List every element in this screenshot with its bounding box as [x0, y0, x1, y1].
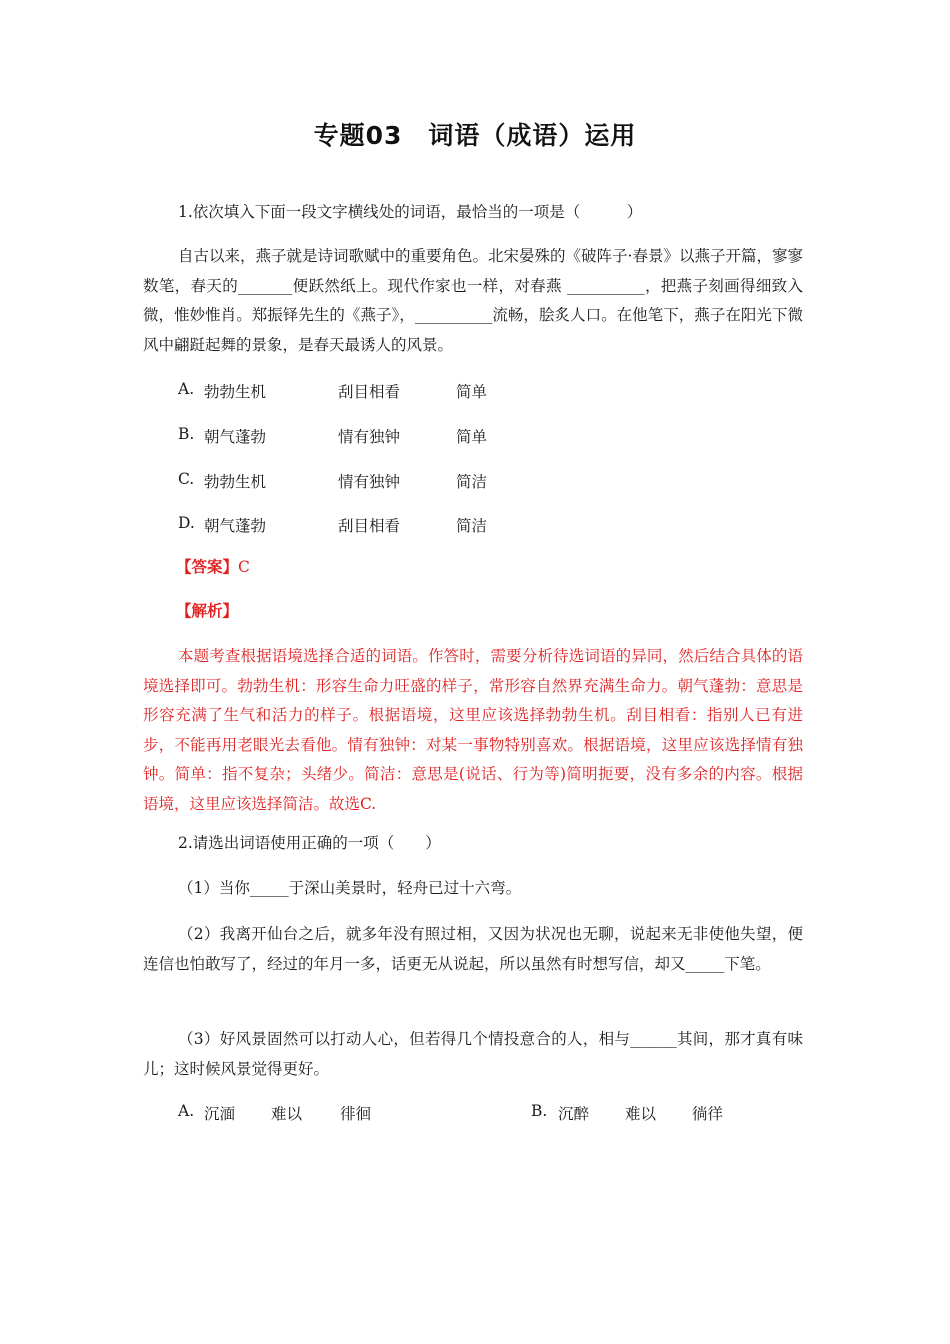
option-letter: A. — [178, 380, 195, 398]
option-letter: D. — [178, 514, 195, 532]
option-word-3: 徜徉 — [692, 1105, 724, 1123]
option-word-2: 情有独钟 — [338, 473, 401, 491]
option-word-2: 刮目相看 — [338, 517, 401, 535]
option-word-2: 难以 — [271, 1105, 303, 1123]
analysis-label: 【解析】 — [176, 601, 239, 620]
option-word-3: 徘徊 — [340, 1105, 372, 1123]
option-letter: B. — [178, 425, 195, 443]
option-word-1: 沉醉 — [558, 1105, 590, 1123]
q2-sentence-3: （3）好风景固然可以打动人心，但若得几个情投意合的人，相与______其间，那才真有味儿；这时候风景觉得更好。 — [143, 1030, 803, 1078]
answer-line — [176, 559, 250, 576]
option-word-2: 刮目相看 — [338, 383, 401, 401]
option-word-3: 简单 — [456, 428, 488, 446]
option-word-2: 情有独钟 — [338, 428, 401, 446]
option-word-1: 勃勃生机 — [204, 383, 267, 401]
option-word-1: 朝气蓬勃 — [204, 517, 267, 535]
option-word-2: 难以 — [625, 1105, 657, 1123]
option-letter: C. — [178, 470, 195, 488]
option-word-1: 勃勃生机 — [204, 473, 267, 491]
option-word-1: 朝气蓬勃 — [204, 428, 267, 446]
answer-label: 【答案】 — [176, 557, 239, 576]
q2-sentence-2: （2）我离开仙台之后，就多年没有照过相，又因为状况也无聊，说起来无非使他失望，便连信也怕敢写了，经过的年月一多，话更无从说起，所以虽然有时想写信，却又_____下笔。 — [143, 925, 803, 973]
page-title: 专题03 词语（成语）运用 — [313, 121, 637, 150]
q1-passage: 自古以来，燕子就是诗词歌赋中的重要角色。北宋晏殊的《破阵子·春景》以燕子开篇，寥寥数笔，春天的_______便跃然纸上。现代作家也一样，对春燕 __________，把燕子刻画得细致入微，惟妙惟肖。郑振铎先生的《燕子》，__________流畅，脍炙人口。在他笔下，燕子在阳光下微风中翩跹起舞的景象，是春天最诱人的风景。 — [143, 247, 803, 354]
option-word-1: 沉湎 — [204, 1105, 236, 1123]
q2-stem: 2.请选出词语使用正确的一项（ ） — [178, 834, 441, 852]
q2-sentence-1: （1）当你_____于深山美景时，轻舟已过十六弯。 — [178, 879, 522, 897]
option-word-3: 简洁 — [456, 473, 488, 491]
option-word-3: 简洁 — [456, 517, 488, 535]
analysis-text: 本题考查根据语境选择合适的词语。作答时，需要分析待选词语的异同，然后结合具体的语境选择即可。勃勃生机：形容生命力旺盛的样子，常形容自然界充满生命力。朝气蓬勃：意思是形容充满了生气和活力的样子。根据语境，这里应该选择勃勃生机。刮目相看：指别人已有进步，不能再用老眼光去看他。情有独钟：对某一事物特别喜欢。根据语境，这里应该选择情有独钟。简单：指不复杂；头绪少。简洁：意思是(说话、行为等)简明扼要，没有多余的内容。根据语境，这里应该选择简洁。故选C. — [143, 647, 803, 813]
option-word-3: 简单 — [456, 383, 488, 401]
answer-value: C — [238, 558, 250, 576]
option-letter: A. — [178, 1102, 195, 1120]
q1-stem: 1.依次填入下面一段文字横线处的词语，最恰当的一项是（ ） — [178, 203, 643, 221]
option-letter: B. — [531, 1102, 548, 1120]
